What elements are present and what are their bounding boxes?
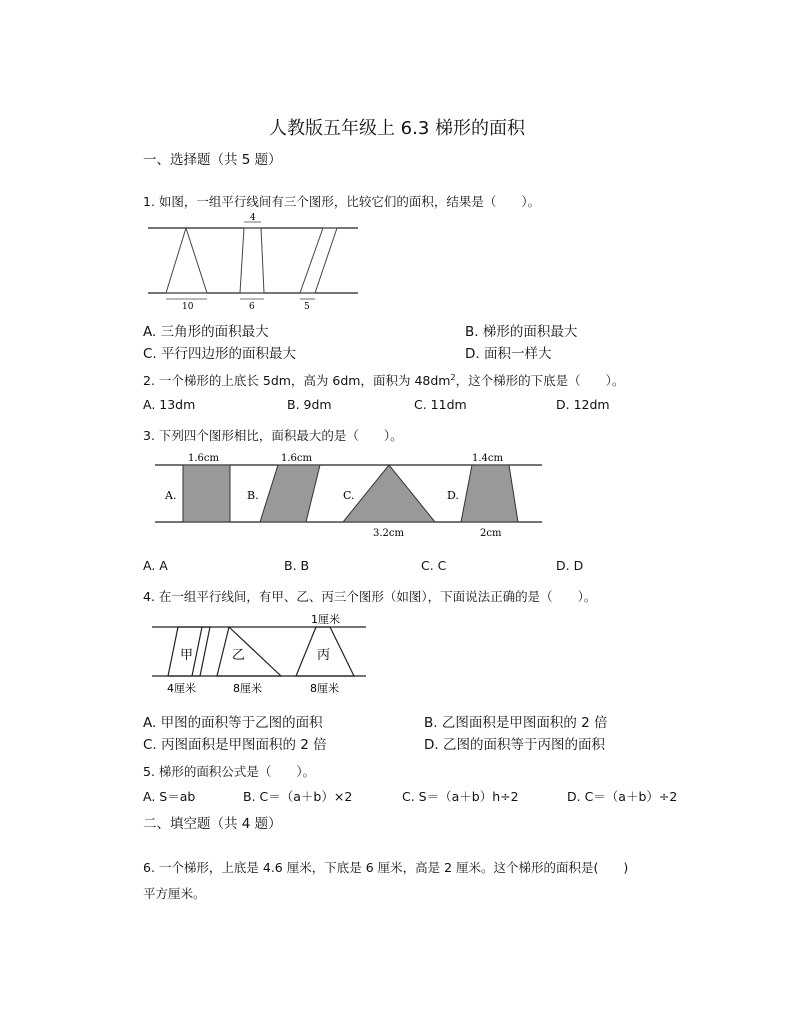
q2-option-c[interactable]: C. 11dm [414, 397, 467, 412]
question-1-text: 1. 如图，一组平行线间有三个图形，比较它们的面积，结果是（ ）。 [143, 194, 541, 209]
section-fill-heading: 二、填空题（共 4 题） [143, 816, 282, 832]
question-6-text-line2: 平方厘米。 [143, 886, 206, 901]
q4-option-c[interactable]: C. 丙图面积是甲图面积的 2 倍 [143, 737, 327, 753]
q3-option-b[interactable]: B. B [284, 558, 310, 573]
q5-option-d[interactable]: D. C＝（a＋b）÷2 [567, 789, 678, 804]
question-4-text: 4. 在一组平行线间，有甲、乙、丙三个图形（如图），下面说法正确的是（ ）。 [143, 589, 597, 604]
q4-option-b[interactable]: B. 乙图面积是甲图面积的 2 倍 [424, 715, 608, 731]
q1-option-a[interactable]: A. 三角形的面积最大 [143, 324, 269, 340]
q3-label-b: B. [247, 489, 259, 502]
q4-bottom-label-bing: 8厘米 [310, 682, 339, 695]
q2-option-a[interactable]: A. 13dm [143, 397, 196, 412]
q5-option-b[interactable]: B. C＝（a＋b）×2 [243, 789, 353, 804]
q4-bottom-label-yi: 8厘米 [233, 682, 262, 695]
q3-label-c: C. [343, 489, 355, 502]
q3-top-label-b: 1.6cm [281, 453, 312, 464]
q1-trapezoid [240, 228, 264, 293]
q4-shape-yi [217, 627, 281, 676]
q1-option-d[interactable]: D. 面积一样大 [465, 346, 552, 362]
q4-label-jia: 甲 [180, 648, 194, 663]
q2-option-d[interactable]: D. 12dm [556, 397, 610, 412]
section-choice-heading: 一、选择题（共 5 题） [143, 152, 282, 168]
question-2-text [143, 371, 624, 389]
q3-label-a: A. [165, 489, 177, 502]
page-title: 人教版五年级上 6.3 梯形的面积 [268, 118, 526, 139]
q1-parallelogram [300, 228, 337, 293]
q1-option-b[interactable]: B. 梯形的面积最大 [465, 324, 578, 340]
question-4-figure [148, 608, 373, 700]
q1-triangle-base-label: 10 [182, 302, 194, 312]
q4-label-yi: 乙 [232, 648, 246, 663]
q4-label-bing: 丙 [317, 648, 331, 663]
q4-top-label: 1厘米 [311, 613, 340, 626]
q1-top-label: 4 [250, 213, 256, 223]
q4-option-d[interactable]: D. 乙图的面积等于丙图的面积 [424, 737, 605, 753]
q3-shape-c [343, 465, 435, 522]
q2-option-b[interactable]: B. 9dm [287, 397, 332, 412]
q1-triangle [166, 228, 207, 293]
q3-shape-a [183, 465, 230, 522]
q3-option-c[interactable]: C. C [421, 558, 447, 573]
q4-bottom-label-jia: 4厘米 [167, 682, 196, 695]
q3-option-a[interactable]: A. A [143, 558, 168, 573]
q1-trapezoid-base-label: 6 [249, 302, 255, 312]
question-3-text: 3. 下列四个图形相比，面积最大的是（ ）。 [143, 428, 403, 443]
question-3-figure [150, 448, 550, 543]
q2-text-tail: ，这个梯形的下底是（ ）。 [455, 373, 625, 388]
q3-bottom-label-d: 2cm [480, 528, 502, 539]
q2-superscript: 2 [450, 372, 456, 382]
q3-bottom-label-c: 3.2cm [373, 528, 404, 539]
q5-option-a[interactable]: A. S＝ab [143, 789, 196, 804]
q3-shape-d [461, 465, 518, 522]
q3-top-label-a: 1.6cm [188, 453, 219, 464]
q3-top-label-d: 1.4cm [472, 453, 503, 464]
q2-text-main: 2. 一个梯形的上底长 5dm，高为 6dm，面积为 48dm [143, 373, 451, 388]
q3-option-d[interactable]: D. D [556, 558, 584, 573]
q3-label-d: D. [447, 489, 459, 502]
question-5-text: 5. 梯形的面积公式是（ ）。 [143, 764, 316, 779]
q4-option-a[interactable]: A. 甲图的面积等于乙图的面积 [143, 715, 323, 731]
q1-parallelogram-base-label: 5 [304, 302, 310, 312]
q5-option-c[interactable]: C. S＝（a＋b）h÷2 [402, 789, 519, 804]
q1-option-c[interactable]: C. 平行四边形的面积最大 [143, 346, 297, 362]
question-1-figure [140, 205, 370, 315]
question-6-text-line1: 6. 一个梯形，上底是 4.6 厘米，下底是 6 厘米，高是 2 厘米。这个梯形的面积是( ) [143, 860, 629, 875]
q3-shape-b [260, 465, 320, 522]
